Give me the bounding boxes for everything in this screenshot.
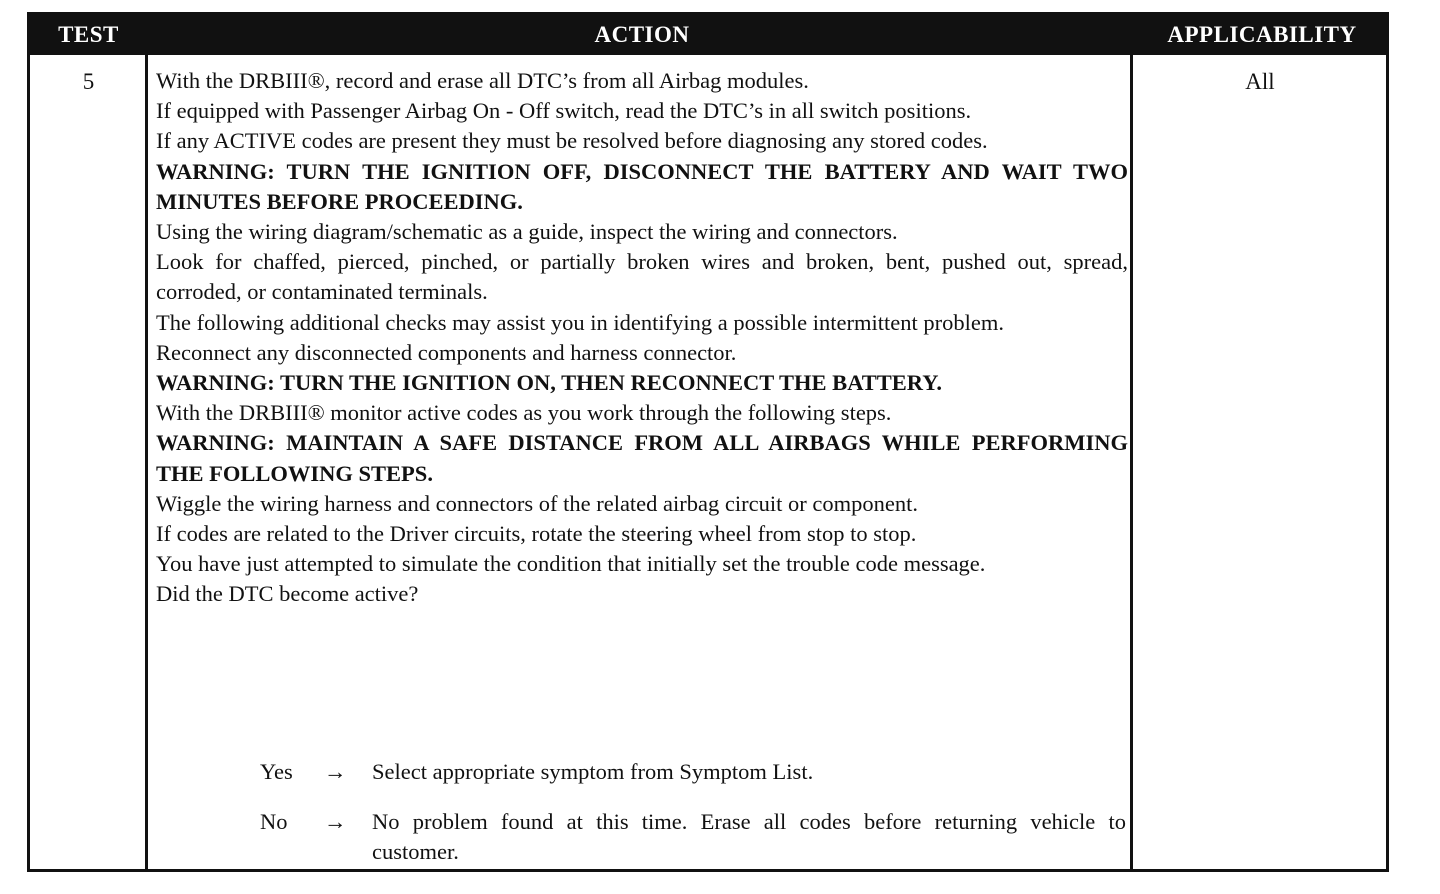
action-line: The following additional checks may assist you in identifying a possible intermittent problem. [156, 309, 1004, 335]
action-line: With the DRBIII® monitor active codes as you work through the following steps. [156, 400, 892, 426]
arrow-right-icon: → [324, 759, 347, 784]
warning-line: WARNING: TURN THE IGNITION OFF, DISCONNECT THE BATTERY AND WAIT TWO MINUTES BEFORE PROCEEDING. [156, 158, 1128, 214]
action-line: Look for chaffed, pierced, pinched, or partially broken wires and broken, bent, pushed out, spread, corroded, or contaminated terminals. [156, 249, 1128, 305]
action-line: Reconnect any disconnected components and harness connector. [156, 339, 737, 365]
diagnostic-table [27, 12, 1389, 872]
action-line: If codes are related to the Driver circuits, rotate the steering wheel from stop to stop. [156, 521, 917, 547]
test-number: 5 [82, 69, 95, 94]
choice-label: No [260, 809, 288, 834]
column-divider-2 [1130, 55, 1133, 869]
action-text [156, 66, 1128, 610]
action-line: You have just attempted to simulate the condition that initially set the trouble code message. [156, 551, 986, 577]
question-line: Did the DTC become active? [156, 581, 419, 607]
column-divider-1 [145, 55, 148, 869]
warning-line: WARNING: MAINTAIN A SAFE DISTANCE FROM ALL AIRBAGS WHILE PERFORMING THE FOLLOWING STEPS. [156, 430, 1128, 486]
choice-text: Select appropriate symptom from Symptom List. [372, 759, 814, 784]
action-line: Using the wiring diagram/schematic as a guide, inspect the wiring and connectors. [156, 219, 898, 245]
action-line: Wiggle the wiring harness and connectors of the related airbag circuit or component. [156, 490, 918, 516]
header-applicability: APPLICABILITY [1167, 22, 1357, 47]
choice-no [260, 807, 1128, 865]
action-line: With the DRBIII®, record and erase all DTC’s from all Airbag modules. [156, 68, 809, 93]
header-test: TEST [58, 22, 119, 47]
table-header [30, 15, 1386, 55]
choice-yes [260, 757, 1128, 787]
header-action: ACTION [594, 22, 690, 47]
applicability-value: All [1245, 69, 1275, 94]
choice-label: Yes [260, 759, 293, 784]
action-line: If equipped with Passenger Airbag On - Off switch, read the DTC’s in all switch positions. [156, 98, 972, 124]
choice-text: No problem found at this time. Erase all codes before returning vehicle to customer. [372, 809, 1126, 865]
warning-line: WARNING: TURN THE IGNITION ON, THEN RECONNECT THE BATTERY. [156, 370, 943, 396]
arrow-right-icon: → [324, 809, 347, 834]
action-line: If any ACTIVE codes are present they must be resolved before diagnosing any stored codes. [156, 128, 988, 154]
choices [260, 757, 1128, 865]
